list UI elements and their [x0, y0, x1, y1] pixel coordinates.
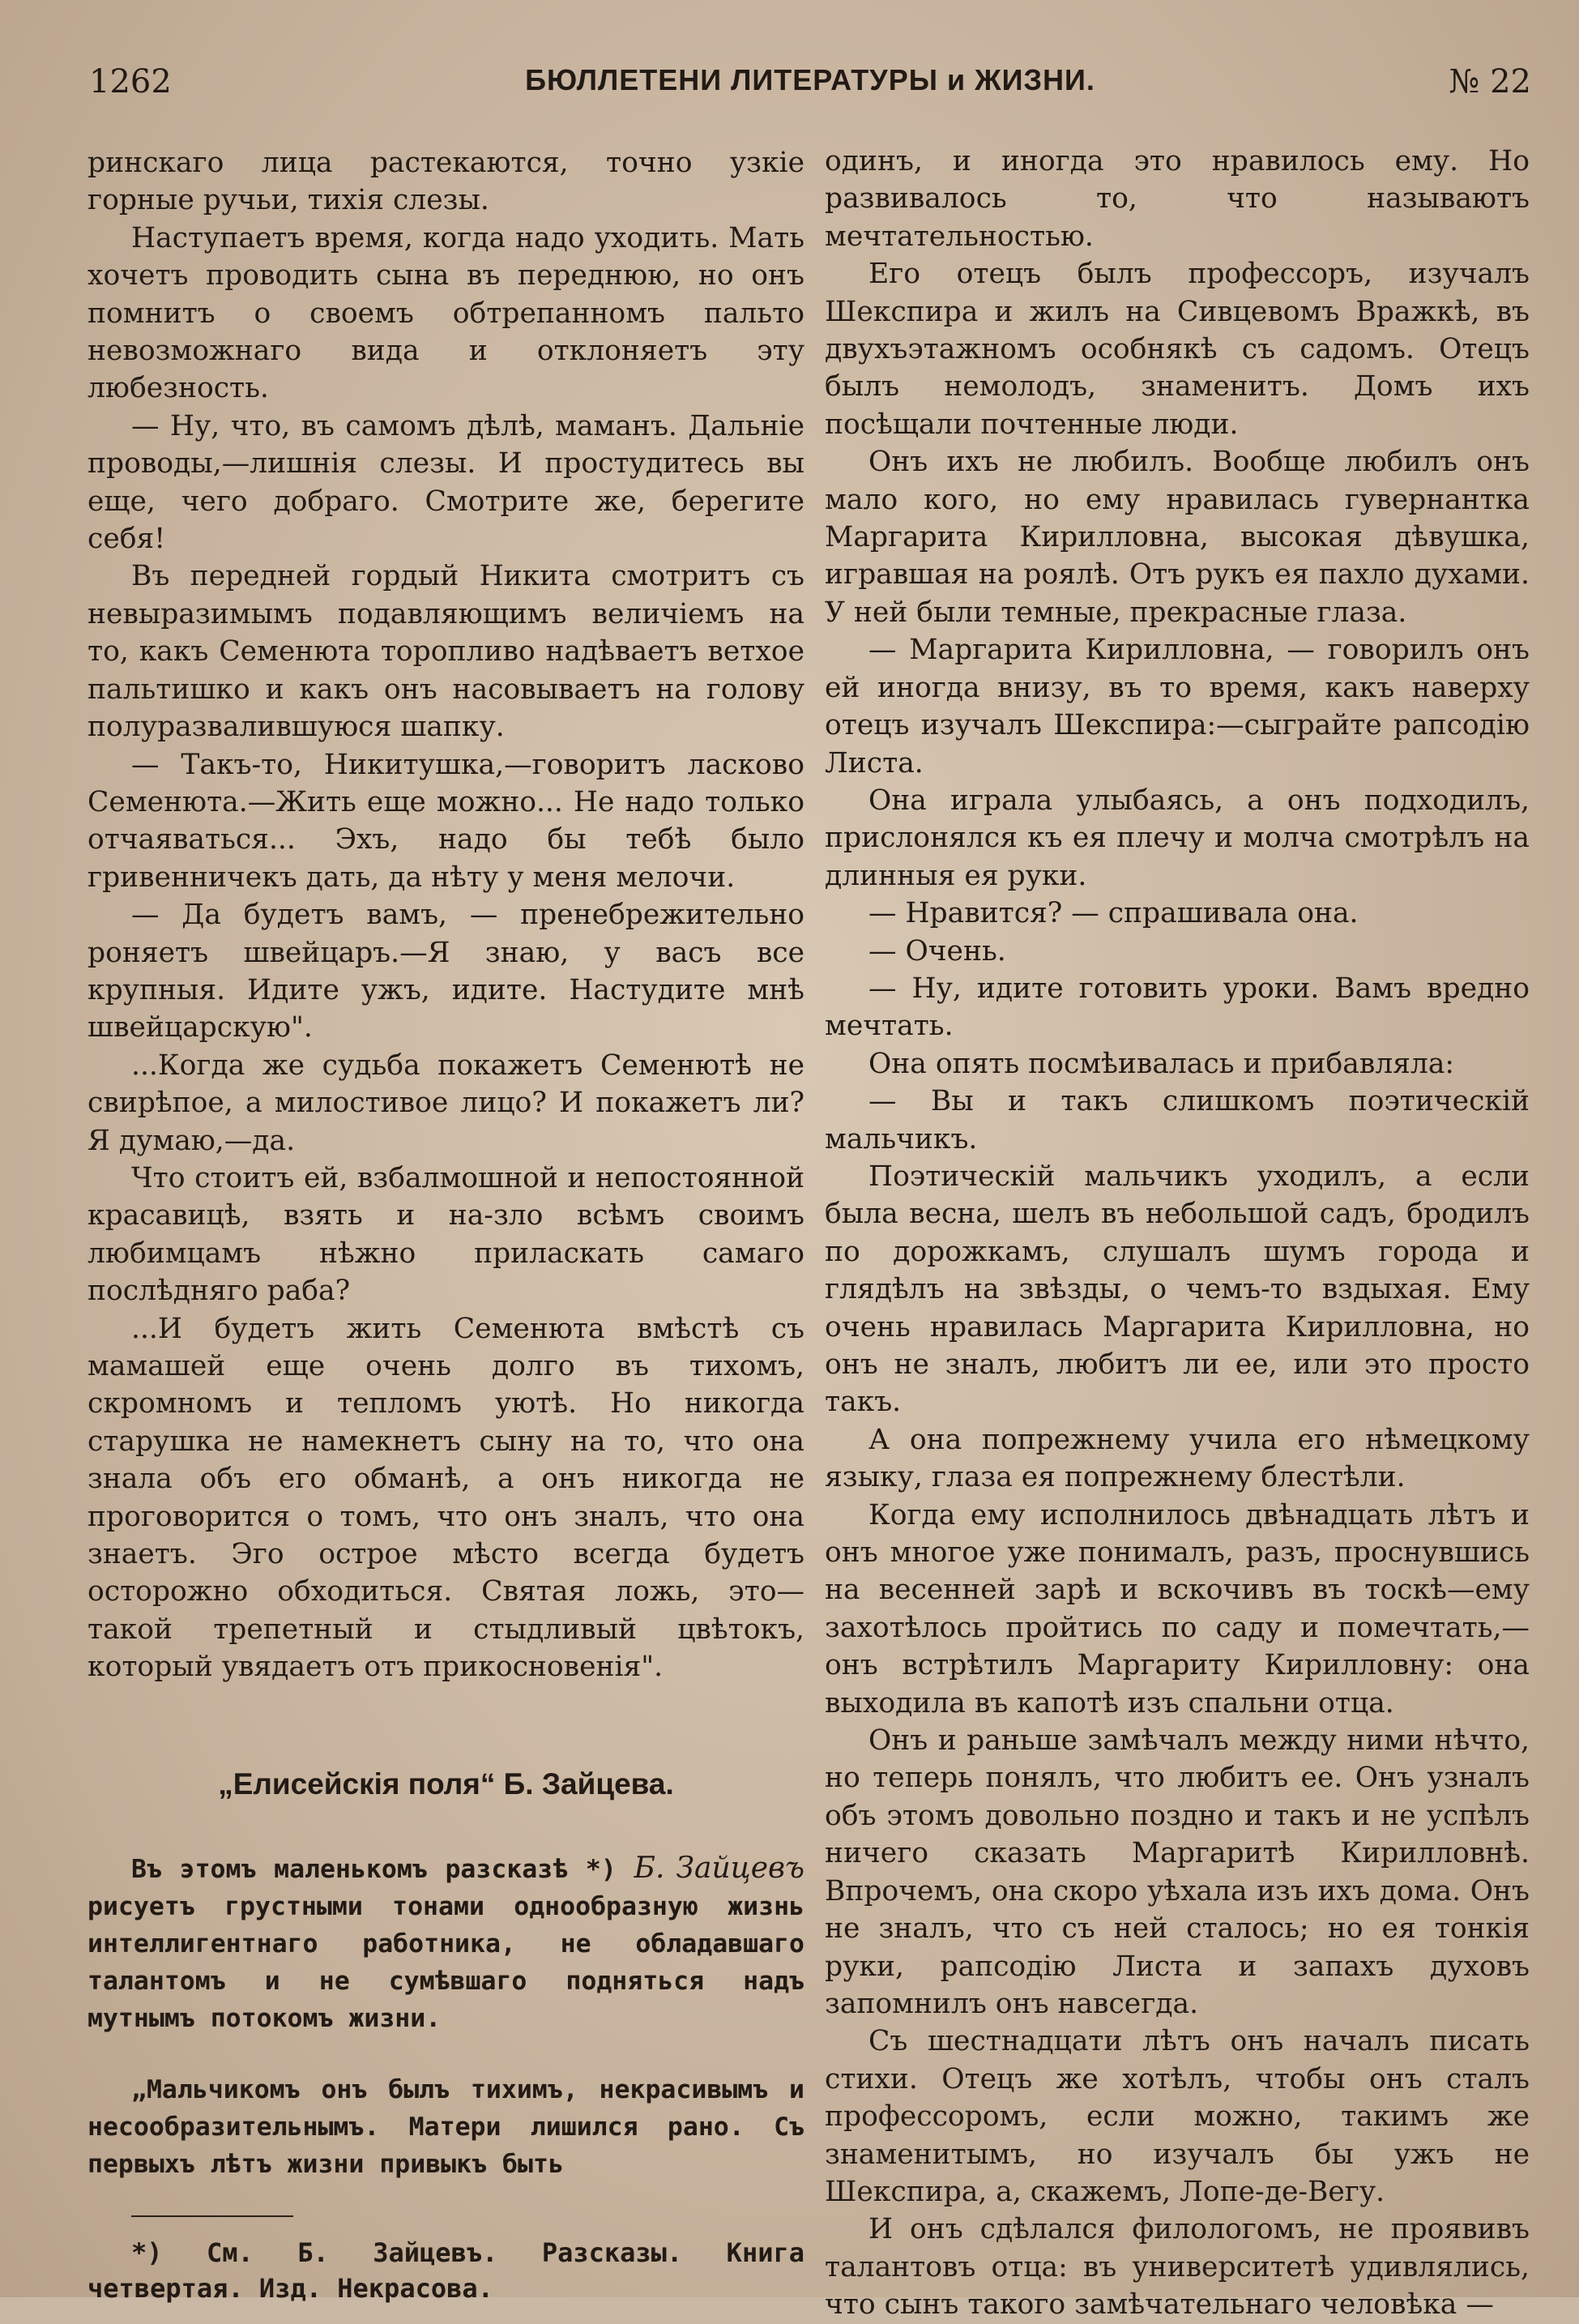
paragraph: Что стоитъ ей, взбалмошной и непостоянной красавицѣ, взять и на-зло всѣмъ своимъ любимцамъ нѣжно приласкать самаго послѣдняго раба?	[87, 1161, 804, 1308]
left-column	[87, 144, 804, 2306]
paragraph: Наступаетъ время, когда надо уходить. Мать хочетъ проводить сына въ переднюю, но онъ помнитъ о своемъ обтрепанномъ пальто невозможнаго вида и отклоняетъ эту любезность.	[87, 221, 804, 405]
paragraph: одинъ, и иногда это нравилось ему. Но развивалось то, что называютъ мечтательностью.	[825, 145, 1530, 253]
paragraph: Она опять посмѣивалась и прибавляла:	[868, 1047, 1455, 1080]
paragraph: — Такъ-то, Никитушка,—говоритъ ласково Семенюта.—Жить еще можно... Не надо только отчаяваться... Эхъ, надо бы тебѣ было гривенничекъ дать, да нѣту у меня мелочи.	[87, 748, 804, 894]
paragraph: ...Когда же судьба покажетъ Семенютѣ не свирѣпое, а милостивое лицо? И покажетъ ли? Я думаю,—да.	[87, 1049, 804, 1157]
paragraph: А она попрежнему учила его нѣмецкому языку, глаза ея попрежнему блестѣли.	[825, 1423, 1530, 1494]
paragraph: ...И будетъ жить Семенюта вмѣстѣ съ мамашей еще очень долго въ тихомъ, скромномъ и тепломъ уютѣ. Но никогда старушка не намекнетъ сыну на то, что она знала объ его обманѣ, а онъ никогда не проговорится о томъ, что онъ зналъ, что она знаетъ. Эго острое мѣсто всегда будетъ осторожно обходиться. Святая ложь, это—такой трепетный и стыдливый цвѣтокъ, который увядаетъ отъ прикосновенія".	[87, 1312, 804, 1684]
paragraph: Его отецъ былъ профессоръ, изучалъ Шекспира и жилъ на Сивцевомъ Вражкѣ, въ двухъэтажномъ особнякѣ съ садомъ. Отецъ былъ немолодъ, знаменитъ. Домъ ихъ посѣщали почтенные люди.	[825, 258, 1530, 441]
footnote: *) См. Б. Зайцевъ. Разсказы. Книга четвертая. Изд. Некрасова.	[87, 2237, 804, 2305]
lead-author: Б. Зайцевъ	[634, 1852, 804, 1886]
paragraph: — Ну, что, въ самомъ дѣлѣ, маманъ. Дальніе проводы,—лишнія слезы. И простудитесь вы еще, чего добраго. Смотрите же, берегите себя!	[87, 409, 804, 556]
running-title: БЮЛЛЕТЕНИ ЛИТЕРАТУРЫ и ЖИЗНИ.	[525, 63, 1095, 96]
paragraph: Онъ и раньше замѣчалъ между ними нѣчто, но теперь понялъ, что любитъ ее. Онъ узналъ объ этомъ довольно поздно и такъ и не успѣлъ ничего сказать Маргаритѣ Кирилловнѣ. Впрочемъ, она скоро уѣхала изъ ихъ дома. Онъ не зналъ, что съ ней сталось; но ея тонкія руки, рапсодію Листа и запахъ духовъ запомнилъ онъ навсегда.	[825, 1724, 1530, 2020]
issue-number: № 22	[1449, 63, 1531, 100]
footnote-rule	[131, 2215, 293, 2217]
paragraph: Въ передней гордый Никита смотритъ съ невыразимымъ подавляющимъ величіемъ на то, какъ Семенюта торопливо надѣваетъ ветхое пальтишко и какъ онъ насовываетъ на голову полуразвалившуюся шапку.	[87, 560, 804, 744]
lead-before: Въ этомъ маленькомъ разсказѣ *)	[131, 1855, 634, 1885]
lead-after: рисуетъ грустными тонами однообразную жизнь интеллигентнаго работника, не обладавшаго талантомъ и не сумѣвшаго подняться надъ мутнымъ потокомъ жизни.	[87, 1892, 804, 2034]
section-title: „Елисейскія поля“ Б. Зайцева.	[218, 1766, 674, 1801]
right-column	[825, 143, 1530, 2324]
paragraph: — Нравится? — спрашивала она.	[868, 897, 1359, 930]
page-number: 1262	[89, 63, 172, 100]
paragraph: — Вы и такъ слишкомъ поэтическій мальчикъ.	[825, 1085, 1530, 1156]
review-lead	[87, 1850, 804, 2037]
paragraph: — Ну, идите готовить уроки. Вамъ вредно мечтать.	[825, 972, 1530, 1043]
paragraph: Съ шестнадцати лѣтъ онъ началъ писать стихи. Отецъ же хотѣлъ, чтобы онъ сталъ профессоромъ, если можно, такимъ же знаменитымъ, но изучалъ бы ужъ не Шекспира, а, скажемъ, Лопе-де-Вегу.	[825, 2025, 1530, 2208]
page-header	[89, 63, 1531, 120]
paragraph: — Да будетъ вамъ, — пренебрежительно роняетъ швейцаръ.—Я знаю, у васъ все крупныя. Идите ужъ, идите. Настудите мнѣ швейцарскую".	[87, 899, 804, 1045]
paragraph: Поэтическій мальчикъ уходилъ, а если была весна, шелъ въ небольшой садъ, бродилъ по дорожкамъ, слушалъ шумъ города и глядѣлъ на звѣзды, о чемъ-то вздыхая. Ему очень нравилась Маргарита Кирилловна, но онъ не зналъ, любитъ ли ее, или это просто такъ.	[825, 1160, 1530, 1419]
paragraph: Когда ему исполнилось двѣнадцать лѣтъ и онъ многое уже понималъ, разъ, проснувшись на весенней зарѣ и вскочивъ въ тоскѣ—ему захотѣлось пройтись по саду и помечтать,— онъ встрѣтилъ Маргариту Кирилловну: она выходила въ капотѣ изъ спальни отца.	[825, 1498, 1530, 1720]
paragraph: — Маргарита Кирилловна, — говорилъ онъ ей иногда внизу, въ то время, какъ наверху отецъ изучалъ Шекспира:—сыграйте рапсодію Листа.	[825, 634, 1530, 780]
paragraph: ринскаго лица растекаются, точно узкіе горные ручьи, тихія слезы.	[87, 147, 804, 217]
quote-start: „Мальчикомъ онъ былъ тихимъ, некрасивымъ и несообразительнымъ. Матери лишился рано. Съ первыхъ лѣтъ жизни привыкъ быть	[87, 2075, 804, 2180]
paragraph: Она играла улыбаясь, а онъ подходилъ, прислонялся къ ея плечу и молча смотрѣлъ на длинныя ея руки.	[825, 784, 1530, 892]
paragraph: И онъ сдѣлался филологомъ, не проявивъ талантовъ отца: въ университетѣ удивлялись, что сынъ такого замѣчательнаго человѣка —	[825, 2213, 1530, 2322]
paragraph: — Очень.	[868, 934, 1006, 968]
paragraph: Онъ ихъ не любилъ. Вообще любилъ онъ мало кого, но ему нравилась гувернантка Маргарита Кирилловна, высокая дѣвушка, игравшая на роялѣ. Отъ рукъ ея пахло духами. У ней были темные, прекрасные глаза.	[825, 446, 1530, 629]
